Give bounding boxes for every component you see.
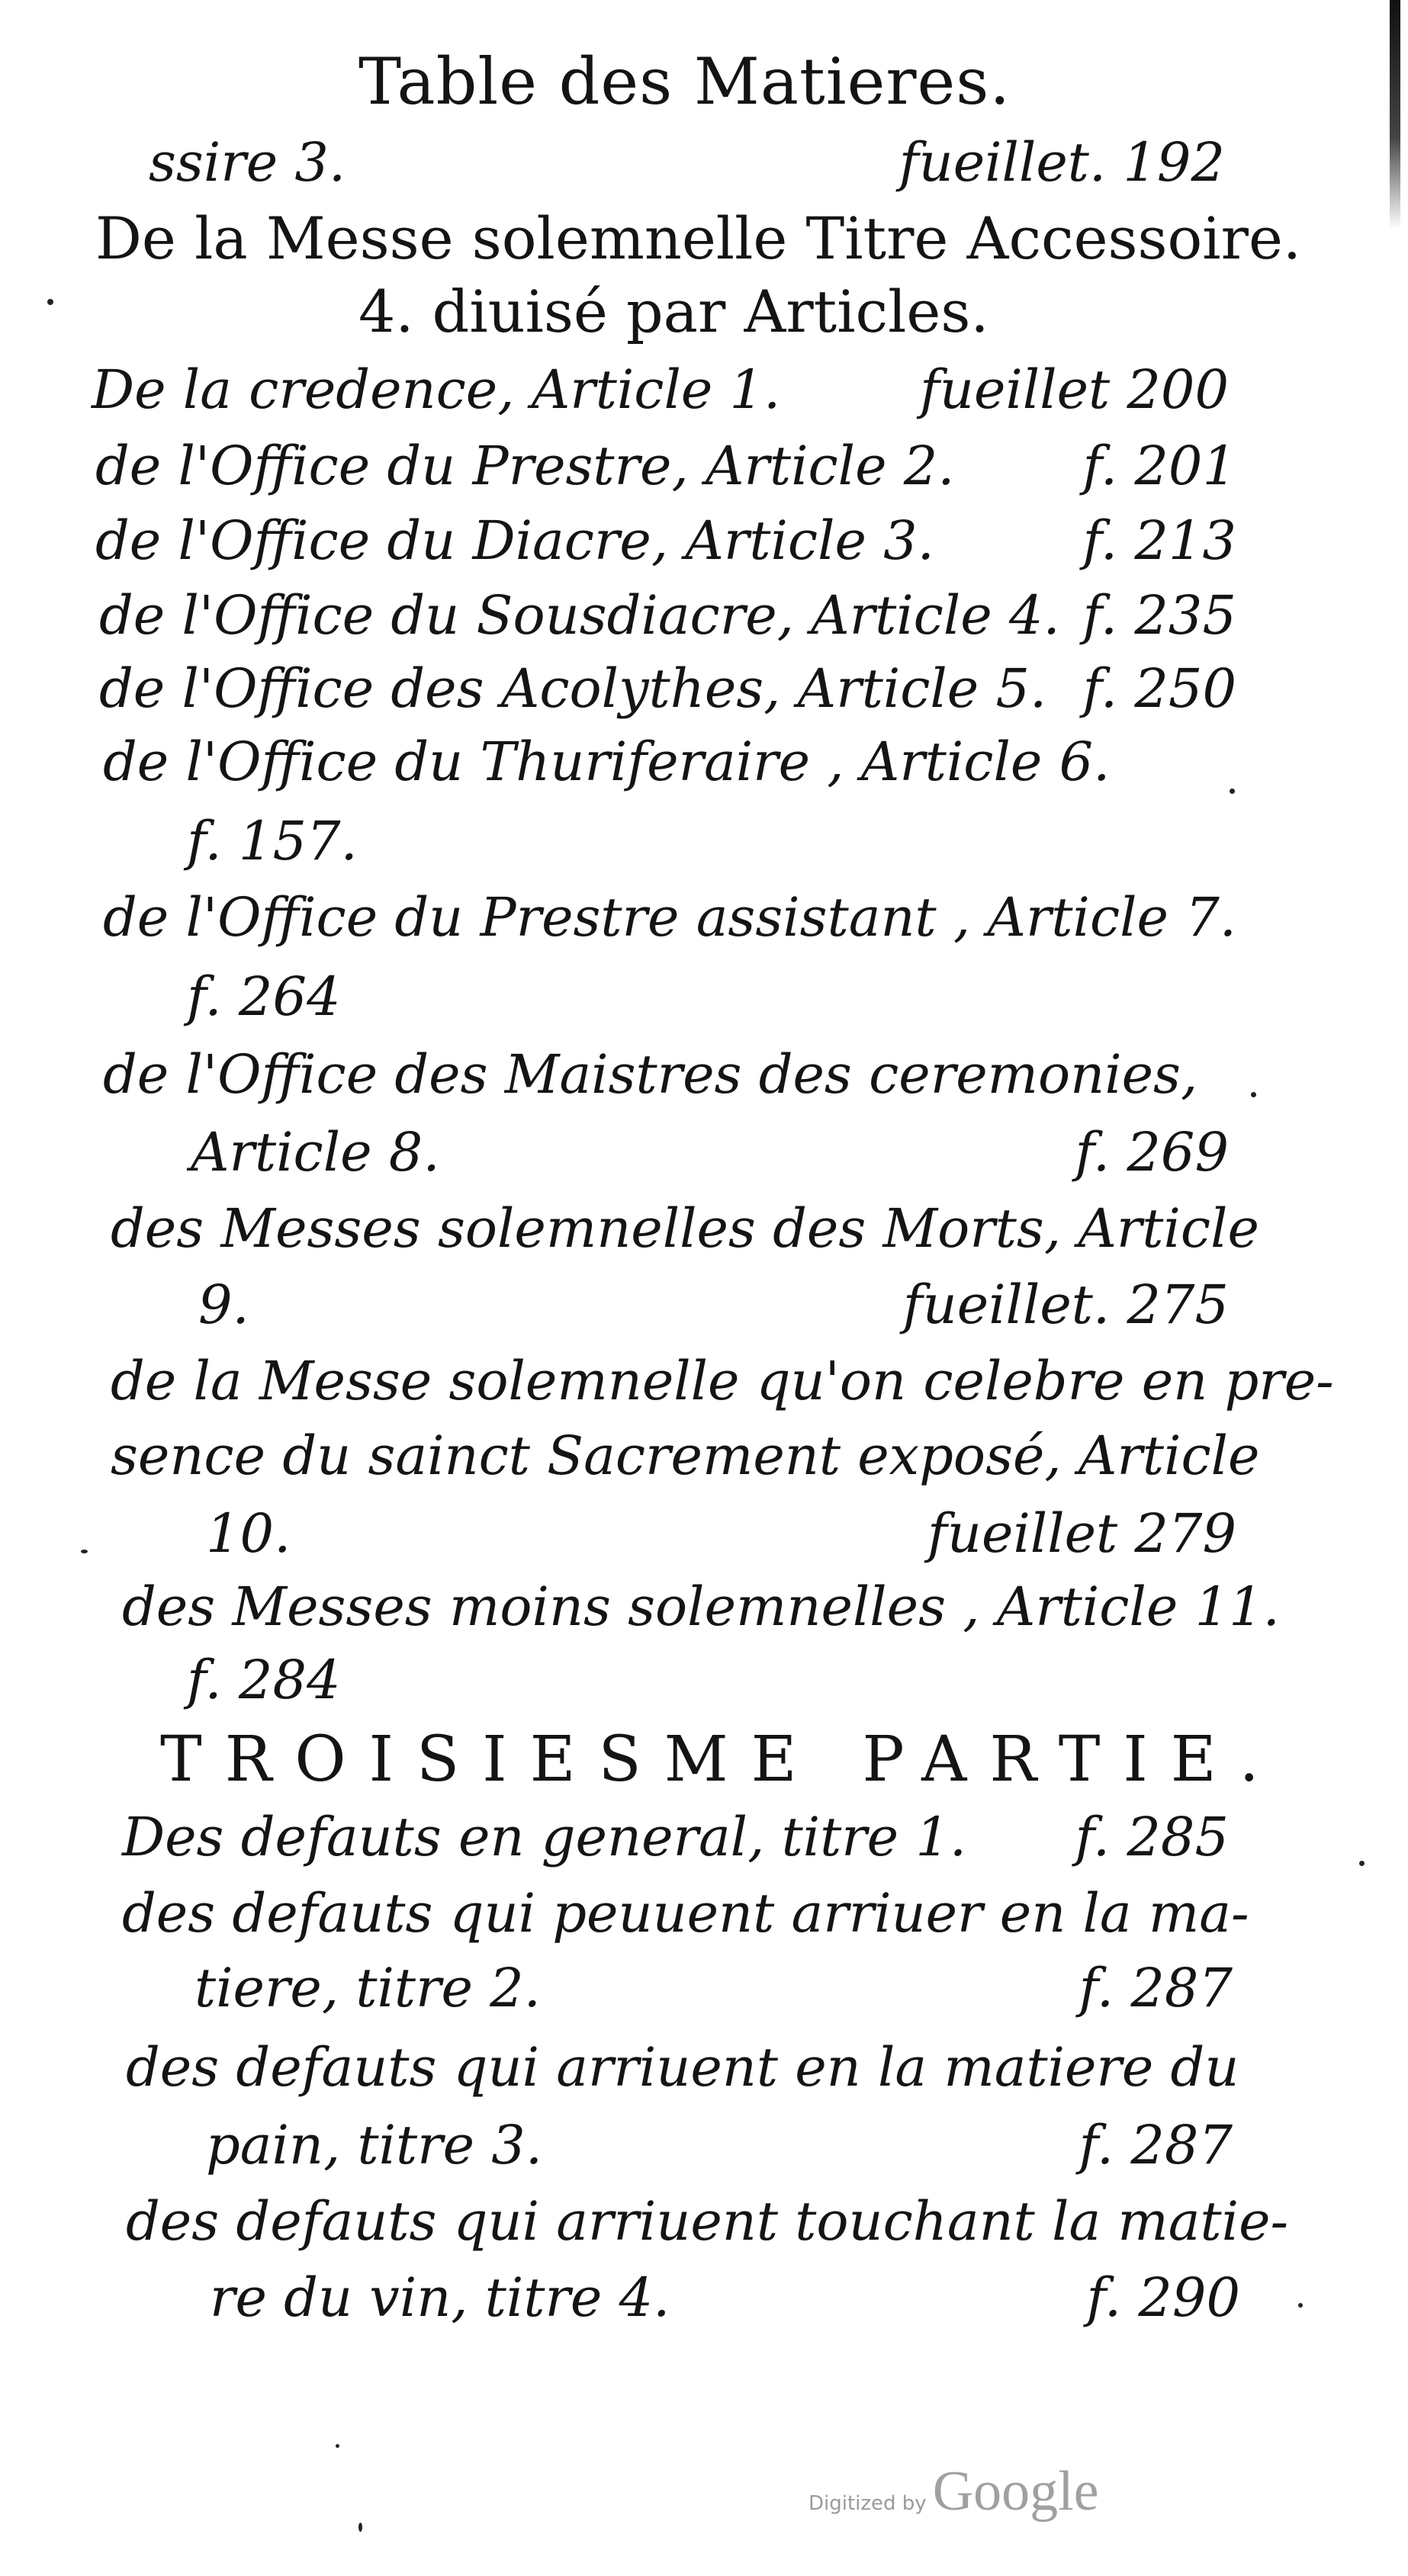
digitized-by-google-watermark: [808, 2459, 1099, 2524]
ink-speck: [1230, 789, 1235, 794]
entry-text: de la Messe solemnelle qu'on celebre en pre-: [111, 1350, 1334, 1412]
entry-page: f. 269: [1075, 1121, 1229, 1184]
toc-entry: [0, 1575, 1408, 1649]
entry-text: de l'Office du Prestre assistant , Article 7.: [103, 886, 1236, 949]
toc-entry: [0, 1350, 1408, 1423]
entry-text: re du vin, titre 4.: [210, 2266, 670, 2329]
entry-text: de l'Office du Thuriferaire , Article 6.: [103, 731, 1111, 793]
entry-text: des defauts qui arriuent en la matiere du: [126, 2036, 1239, 2099]
toc-entry: [0, 1502, 1408, 1575]
toc-entry: [0, 1806, 1408, 1879]
entry-text: 10.: [206, 1502, 291, 1565]
entry-text: f. 284: [187, 1649, 341, 1711]
toc-entry: [0, 1197, 1408, 1270]
entry-text: sence du sainct Sacrement exposé, Article: [111, 1425, 1260, 1487]
ink-speck: [1359, 1861, 1365, 1866]
toc-entry: [0, 1043, 1408, 1116]
entry-page: f. 287: [1079, 1957, 1233, 2019]
entry-text: des defauts qui arriuent touchant la matie-: [126, 2190, 1289, 2253]
entry-page: fueillet. 192: [898, 131, 1225, 194]
toc-entry: [0, 1121, 1408, 1194]
entry-page: f. 285: [1075, 1806, 1229, 1868]
entry-page: f. 201: [1082, 435, 1236, 497]
toc-entry: [0, 1649, 1408, 1722]
ink-speck: [1251, 1092, 1256, 1097]
toc-entry: [0, 1274, 1408, 1347]
toc-entry: [0, 965, 1408, 1039]
entry-page: f. 250: [1082, 657, 1236, 720]
toc-entry: [0, 731, 1408, 804]
entry-page: f. 290: [1086, 2266, 1240, 2329]
entry-text: ssire 3.: [149, 131, 346, 194]
ink-speck: [336, 2444, 339, 2448]
ink-speck: [47, 299, 53, 305]
entry-text: 4. diuisé par Articles.: [358, 278, 989, 345]
entry-text: de l'Office du Prestre, Article 2.: [95, 435, 955, 497]
toc-entry: [0, 886, 1408, 959]
google-logo: Google: [932, 2460, 1099, 2523]
toc-entry: [0, 657, 1408, 731]
ink-speck: [1298, 2303, 1303, 2308]
toc-entry: [0, 2036, 1408, 2109]
entry-text: des defauts qui peuuent arriuer en la ma-: [122, 1882, 1249, 1945]
toc-entry: [0, 2114, 1408, 2187]
toc-entry: [0, 131, 1408, 204]
toc-entry: [0, 358, 1408, 432]
toc-entry: [0, 204, 1408, 278]
entry-text: de l'Office du Sousdiacre, Article 4.: [99, 584, 1060, 647]
watermark-prefix: Digitized by: [808, 2492, 927, 2515]
toc-entry: [0, 2190, 1408, 2263]
entry-page: f. 287: [1079, 2114, 1233, 2176]
entry-text: pain, titre 3.: [206, 2114, 543, 2176]
entry-text: f. 157.: [187, 810, 358, 872]
entry-text: de l'Office du Diacre, Article 3.: [95, 509, 934, 572]
toc-entry: [0, 1425, 1408, 1498]
entry-text: tiere, titre 2.: [194, 1957, 541, 2019]
entry-text: des Messes solemnelles des Morts, Article: [111, 1197, 1259, 1260]
section-title: TROISIESME PARTIE.: [160, 1723, 1282, 1796]
ink-speck: [81, 1550, 88, 1553]
entry-text: de l'Office des Maistres des ceremonies,: [103, 1043, 1198, 1106]
entry-page: fueillet 200: [920, 358, 1229, 421]
entry-page: fueillet. 275: [902, 1274, 1229, 1336]
toc-entry: [0, 435, 1408, 508]
running-head: Table des Matieres.: [358, 44, 1011, 119]
toc-entry: [0, 509, 1408, 583]
entry-text: De la credence, Article 1.: [92, 358, 781, 421]
entry-text: f. 264: [187, 965, 341, 1028]
entry-text: de l'Office des Acolythes, Article 5.: [99, 657, 1047, 720]
entry-text: Article 8.: [191, 1121, 440, 1184]
ink-speck: [358, 2523, 362, 2532]
entry-page: f. 213: [1082, 509, 1236, 572]
toc-entry: [0, 810, 1408, 883]
entry-text: 9.: [198, 1274, 249, 1336]
toc-entry: [0, 584, 1408, 657]
entry-text: des Messes moins solemnelles , Article 11.: [122, 1575, 1280, 1638]
toc-entry: [0, 1957, 1408, 2030]
toc-entry: [0, 1882, 1408, 1955]
entry-page: fueillet 279: [927, 1502, 1236, 1565]
entry-text: De la Messe solemnelle Titre Accessoire.: [95, 204, 1302, 272]
toc-entry: [0, 278, 1408, 351]
entry-page: f. 235: [1082, 584, 1236, 647]
toc-entry: [0, 2266, 1408, 2340]
entry-text: Des defauts en general, titre 1.: [122, 1806, 967, 1868]
